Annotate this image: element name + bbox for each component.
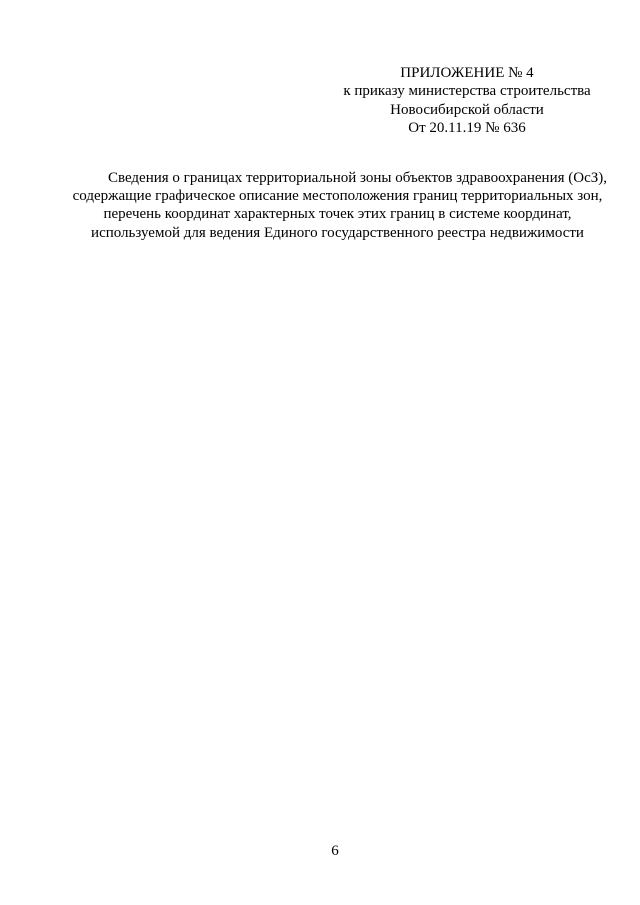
- title-line: Сведения о границах территориальной зоны объектов здравоохранения (ОсЗ),: [107, 170, 608, 186]
- title-line: используемой для ведения Единого государственного реестра недвижимости: [91, 224, 584, 241]
- appendix-title: ПРИЛОЖЕНИЕ № 4: [400, 65, 534, 81]
- title-line: содержащие графическое описание местоположения границ территориальных зон,: [72, 188, 603, 205]
- appendix-date-number: От 20.11.19 № 636: [408, 119, 526, 136]
- appendix-region: Новосибирской области: [390, 101, 544, 118]
- title-line: перечень координат характерных точек этих границ в системе координат,: [103, 206, 572, 223]
- appendix-order-ref: к приказу министерства строительства: [343, 83, 591, 100]
- appendix-header: [300, 64, 634, 137]
- page-number: 6: [331, 843, 339, 859]
- document-title-block: [60, 169, 615, 242]
